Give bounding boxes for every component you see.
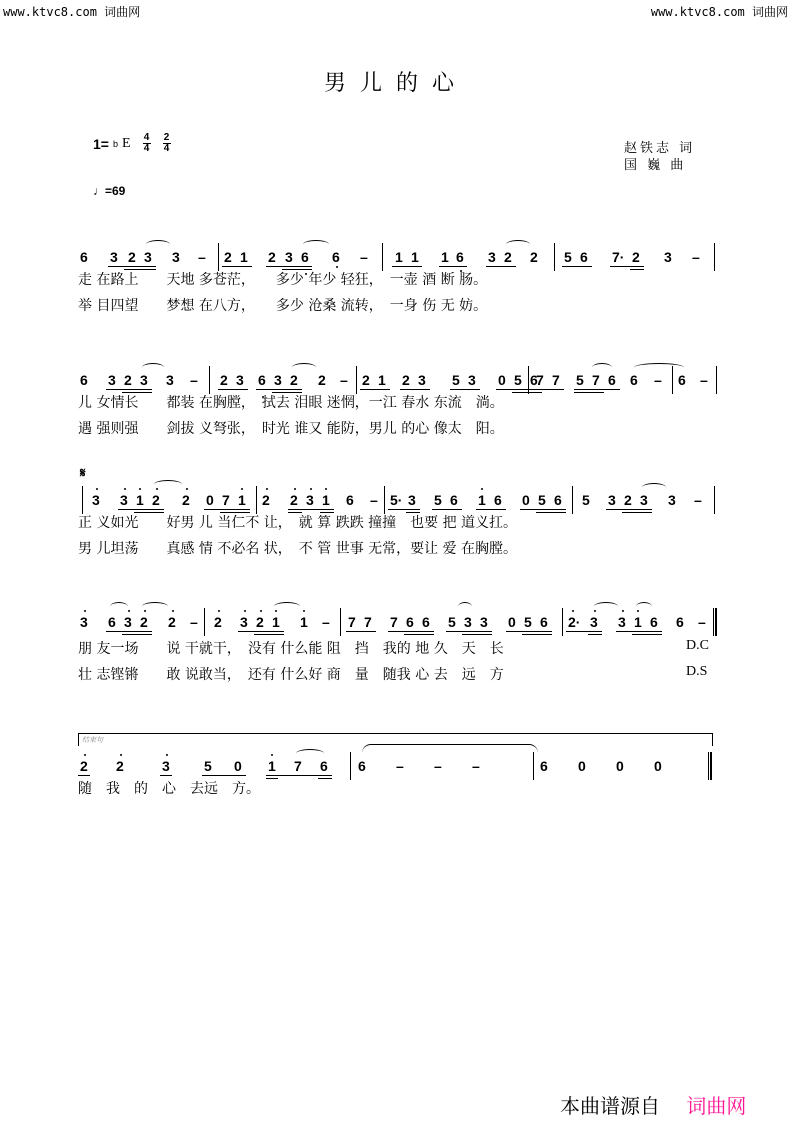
notes-line: 6 3 2 3 3 – 2 3 6 3 2 2 – 2 1 2 3 5 3 0 5 6 7 7 5 7 6 6 – 6 –: [78, 366, 728, 392]
system-4: [78, 608, 728, 686]
key-name: E: [121, 135, 131, 151]
lyrics-verse-1: [78, 634, 728, 660]
segno-sign: 𝄋: [80, 466, 86, 481]
notes-line: 6 3 2 3 3 – 2 1 2 3 6 6 – 1 1 1 6 3 2 2 5 6 7· 2 3 –: [78, 243, 728, 269]
song-title: 男儿的心: [323, 71, 468, 96]
lyrics-verse-2: [78, 660, 728, 686]
system-1: [78, 243, 728, 321]
lyric-text: 朋 友一场 说 干就干， 没有 什么能 阻 挡 我的 地 久 天 长: [78, 641, 504, 657]
tempo-marking: ♩=69: [93, 184, 126, 198]
key-prefix: 1=: [93, 135, 109, 152]
ts1-top: 4: [143, 132, 150, 143]
lyrics-verse-2: 遇 强则强 剑拔 义弩张， 时光 谁又 能防，男儿 的心 像太 阳。: [78, 421, 504, 437]
brand-link[interactable]: 词曲网: [686, 1094, 747, 1118]
lyrics-verse-2: 举 目四望 梦想 在八方， 多少 沧桑 流转， 一身 伤 无 妨。: [78, 298, 488, 314]
source-label: 本曲谱源自: [560, 1094, 660, 1118]
ts2-bottom: 4: [163, 143, 170, 154]
lyricist: 赵铁志 词: [624, 141, 696, 156]
dc-mark: D.C: [686, 638, 709, 653]
lyrics-verse-1: 正 义如光 好男 儿 当仁不 让， 就 算 跌跌 撞撞 也要 把 道义扛。: [78, 515, 518, 531]
credits: [624, 140, 695, 174]
lyrics-verse-1: 儿 女情长 都装 在胸膛， 拭去 泪眼 迷惘，一江 春水 东流 淌。: [78, 395, 504, 411]
composer: 国 巍 曲: [624, 158, 687, 173]
watermark-left: www.ktvc8.com 词曲网: [3, 5, 141, 19]
ending-label: 结束句: [82, 736, 103, 744]
notes-line: 3 3 1 2 2 0 7 1 2 2 3 1 6 – 5· 3 5 6 1 6 0 5 6 5 3 2 3 3 –: [78, 486, 728, 512]
key-signature: [93, 133, 171, 154]
lyric-text: 壮 志铿锵 敢 说敢当， 还有 什么好 商 量 随我 心 去 远 方: [78, 667, 504, 683]
lyrics-verse-1: 走 在路上 天地 多苍茫， 多少 年少 轻狂， 一壶 酒 断 肠。: [78, 272, 488, 288]
lyrics-verse-2: 男 儿坦荡 真感 情 不必名 状， 不 管 世事 无常，要让 爱 在胸膛。: [78, 541, 518, 557]
ts1-bottom: 4: [143, 143, 150, 154]
notes-line: 3 6 3 2 2 – 2 3 2 1 1 – 7 7 7 6 6 5 3 3 0 5 6 2· 3 3 1 6 6 –: [78, 608, 728, 634]
time-signature-1: [143, 133, 151, 154]
time-signature-2: [163, 133, 171, 154]
system-2: [78, 366, 728, 444]
flat-sign: b: [112, 138, 118, 149]
lyrics-coda: 随 我 的 心 去远 方。: [78, 781, 260, 797]
system-3: [78, 486, 728, 564]
notes-line: 2 2 3 5 0 1 7 6 6 – – – 6 0 0 0: [78, 752, 728, 778]
footer-source: [560, 1090, 746, 1119]
watermark-right: www.ktvc8.com 词曲网: [650, 5, 788, 19]
system-5: [78, 752, 728, 804]
ts2-top: 2: [163, 132, 170, 143]
ds-mark: D.S: [686, 664, 708, 679]
